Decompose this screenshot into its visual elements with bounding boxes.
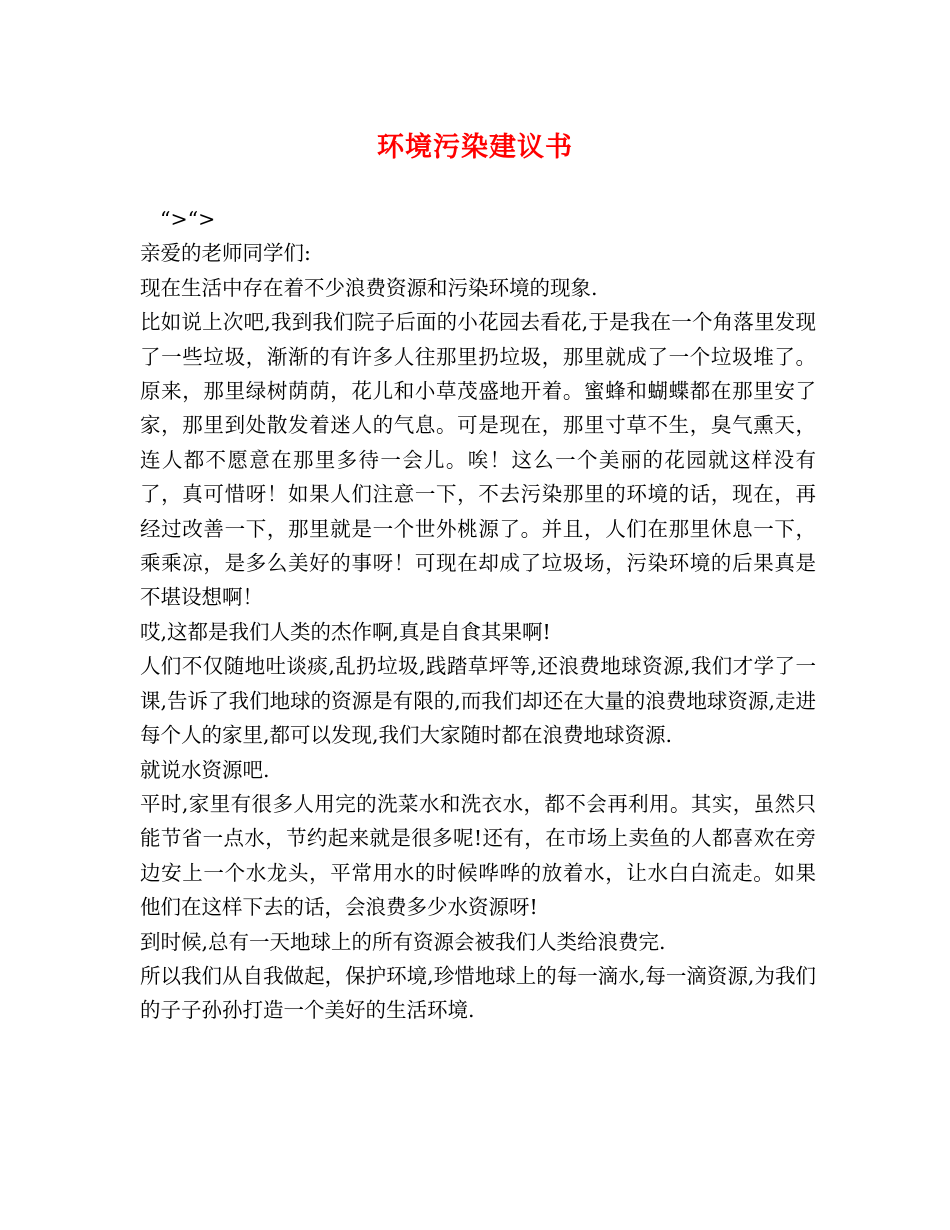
salutation: 亲爱的老师同学们: bbox=[140, 241, 311, 266]
paragraph: 平时,家里有很多人用完的洗菜水和洗衣水，都不会再利用。其实，虽然只能节省一点水，节约起来就是很多呢!还有，在市场上卖鱼的人都喜欢在旁边安上一个水龙头，平常用水的时候哗哗的放着水，让水白白流走。如果他们在这样下去的话，会浪费多少水资源呀! bbox=[140, 791, 816, 920]
paragraph: 哎,这都是我们人类的杰作啊,真是自食其果啊! bbox=[140, 619, 551, 644]
paragraph: 比如说上次吧,我到我们院子后面的小花园去看花,于是我在一个角落里发现了一些垃圾，渐渐的有许多人往那里扔垃圾，那里就成了一个垃圾堆了。原来，那里绿树荫荫，花儿和小草茂盛地开着。蜜蜂和蝴蝶都在那里安了家，那里到处散发着迷人的气息。可是现在，那里寸草不生，臭气熏天，连人都不愿意在那里多待一会儿。唉！这么一个美丽的花园就这样没有了，真可惜呀！如果人们注意一下，不去污染那里的环境的话，现在，再经过改善一下，那里就是一个世外桃源了。并且，人们在那里休息一下，乘乘凉，是多么美好的事呀！可现在却成了垃圾场，污染环境的后果真是不堪设想啊！ bbox=[140, 310, 816, 610]
paragraph: 现在生活中存在着不少浪费资源和污染环境的现象. bbox=[140, 275, 598, 300]
document-body bbox=[140, 202, 816, 1028]
stray-quote-marks: “>“> bbox=[160, 207, 216, 231]
paragraph: 就说水资源吧. bbox=[140, 757, 270, 782]
paragraph: 人们不仅随地吐谈痰,乱扔垃圾,践踏草坪等,还浪费地球资源,我们才学了一课,告诉了我们地球的资源是有限的,而我们却还在大量的浪费地球资源,走进每个人的家里,都可以发现,我们大家随时都在浪费地球资源. bbox=[140, 654, 816, 748]
paragraph: 到时候,总有一天地球上的所有资源会被我们人类给浪费完. bbox=[140, 929, 666, 954]
document-title: 环境污染建议书 bbox=[377, 132, 573, 163]
paragraph: 所以我们从自我做起，保护环境,珍惜地球上的每一滴水,每一滴资源,为我们的子子孙孙打造一个美好的生活环境. bbox=[140, 963, 816, 1023]
